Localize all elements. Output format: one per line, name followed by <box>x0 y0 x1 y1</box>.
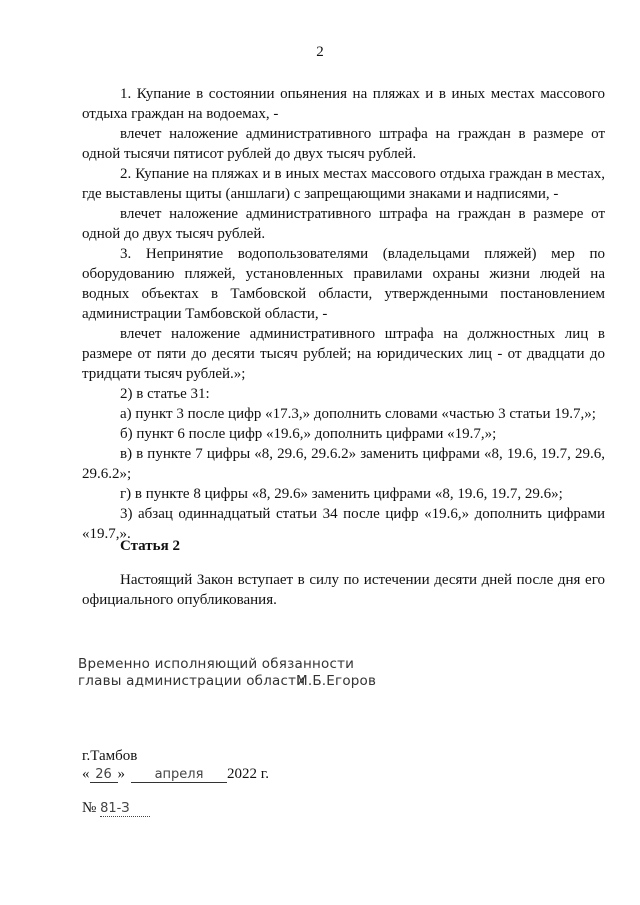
date-open-quote: « <box>82 766 90 782</box>
date-close-quote: » <box>117 766 125 782</box>
signature-title-line2: главы администрации области <box>78 673 306 689</box>
paragraph-12: 3) абзац одиннадцатый статьи 34 после цифр «19.6,» дополнить цифрами «19.7,». <box>82 506 605 542</box>
article-text: Настоящий Закон вступает в силу по истечении десяти дней после дня его официального опубликования. <box>82 572 605 608</box>
document-number <box>82 800 150 817</box>
date-year: 2022 г. <box>227 766 269 782</box>
paragraph-10: в) в пункте 7 цифры «8, 29.6, 29.6.2» заменить цифрами «8, 19.6, 19.7, 29.6, 29.6.2»; <box>82 446 605 482</box>
law-body <box>82 84 605 544</box>
article-heading: Статья 2 <box>120 538 180 554</box>
paragraph-5: 3. Непринятие водопользователями (владельцами пляжей) мер по оборудованию пляжей, установленных правилами охраны жизни людей на водных объектах в Тамбовской области, утвержденными постановлением администрации Тамбовской области, - <box>82 246 605 322</box>
paragraph-9: б) пункт 6 после цифр «19.6,» дополнить цифрами «19.7,»; <box>120 426 497 442</box>
date-line <box>82 766 269 783</box>
paragraph-6: влечет наложение административного штрафа на должностных лиц в размере от пяти до десяти тысяч рублей; на юридических лиц - от двадцати до тридцати тысяч рублей.»; <box>82 326 605 382</box>
signature-title-line1: Временно исполняющий обязанности <box>78 656 355 672</box>
signature-name: М.Б.Егоров <box>296 673 377 689</box>
paragraph-2: влечет наложение административного штрафа на граждан в размере от одной тысячи пятисот рублей до двух тысяч рублей. <box>82 126 605 162</box>
paragraph-8: а) пункт 3 после цифр «17.3,» дополнить словами «частью 3 статьи 19.7,»; <box>120 406 596 422</box>
date-month: апреля <box>131 767 227 783</box>
paragraph-7: 2) в статье 31: <box>120 386 210 402</box>
paragraph-1: 1. Купание в состоянии опьянения на пляжах и в иных местах массового отдыха граждан на водоемах, - <box>82 86 605 122</box>
signature-block <box>78 656 377 690</box>
number-value: 81-З <box>100 801 150 817</box>
page-number: 2 <box>316 44 324 60</box>
paragraph-4: влечет наложение административного штрафа на граждан в размере от одной до двух тысяч рублей. <box>82 206 605 242</box>
paragraph-3: 2. Купание на пляжах и в иных местах массового отдыха граждан в местах, где выставлены щиты (аншлаги) с запрещающими знаками и надписями, - <box>82 166 605 202</box>
paragraph-11: г) в пункте 8 цифры «8, 29.6» заменить цифрами «8, 19.6, 19.7, 29.6»; <box>120 486 563 502</box>
date-day: 26 <box>90 767 118 783</box>
number-sign: № <box>82 800 97 816</box>
city: г.Тамбов <box>82 748 138 764</box>
